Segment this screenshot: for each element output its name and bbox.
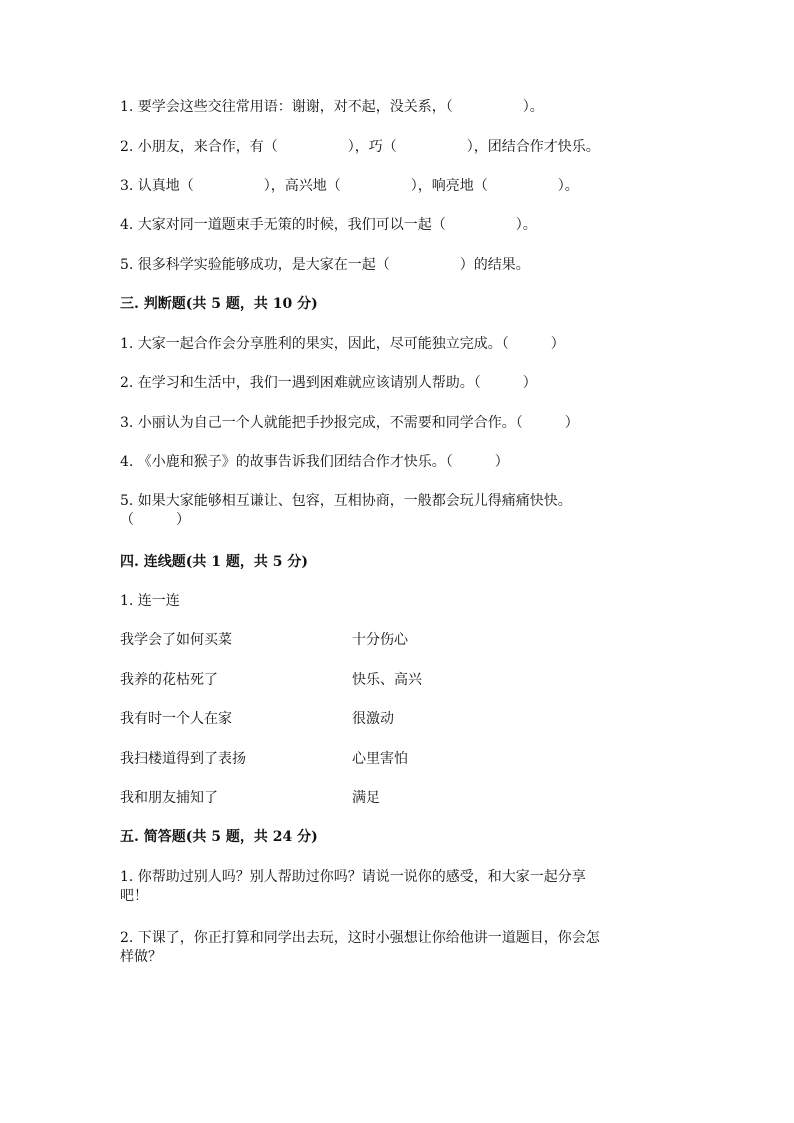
matching-left-item: 我有时一个人在家 bbox=[120, 711, 232, 727]
judge-question-3: 3. 小丽认为自己一个人就能把手抄报完成，不需要和同学合作。（ ） bbox=[120, 415, 579, 431]
matching-right-item: 心里害怕 bbox=[352, 751, 408, 767]
judge-question-5: 5. 如果大家能够相互谦让、包容，互相协商，一般都会玩儿得痛痛快快。 bbox=[120, 493, 572, 509]
short-answer-question-2: 2. 下课了，你正打算和同学出去玩，这时小强想让你给他讲一道题目，你会怎 bbox=[120, 930, 600, 946]
judge-question-1: 1. 大家一起合作会分享胜利的果实，因此，尽可能独立完成。（ ） bbox=[120, 336, 565, 352]
fill-blank-question-1: 1. 要学会这些交往常用语：谢谢，对不起，没关系，（ ）。 bbox=[120, 99, 544, 115]
matching-right-item: 很激动 bbox=[352, 711, 394, 727]
matching-section-heading: 四. 连线题(共 1 题，共 5 分) bbox=[120, 554, 308, 570]
judge-question-4: 4. 《小鹿和猴子》的故事告诉我们团结合作才快乐。（ ） bbox=[120, 454, 509, 470]
judge-question-5-answer-blank: （ ） bbox=[120, 512, 190, 528]
matching-left-item: 我养的花枯死了 bbox=[120, 672, 218, 688]
fill-blank-question-4: 4. 大家对同一道题束手无策的时候，我们可以一起（ ）。 bbox=[120, 217, 537, 233]
short-answer-question-1-cont: 吧！ bbox=[120, 888, 148, 904]
matching-left-item: 我扫楼道得到了表扬 bbox=[120, 751, 246, 767]
short-answer-section-heading: 五. 简答题(共 5 题，共 24 分) bbox=[120, 829, 318, 845]
judge-question-2: 2. 在学习和生活中，我们一遇到困难就应该请别人帮助。（ ） bbox=[120, 375, 537, 391]
matching-right-item: 满足 bbox=[352, 790, 380, 806]
fill-blank-question-5: 5. 很多科学实验能够成功，是大家在一起（ ）的结果。 bbox=[120, 257, 530, 273]
matching-left-item: 我和朋友捕知了 bbox=[120, 790, 218, 806]
matching-left-item: 我学会了如何买菜 bbox=[120, 632, 232, 648]
short-answer-question-1: 1. 你帮助过别人吗？别人帮助过你吗？请说一说你的感受，和大家一起分享 bbox=[120, 869, 586, 885]
fill-blank-question-2: 2. 小朋友，来合作，有（ ），巧（ ），团结合作才快乐。 bbox=[120, 139, 600, 155]
matching-right-item: 快乐、高兴 bbox=[352, 672, 422, 688]
matching-right-item: 十分伤心 bbox=[352, 632, 408, 648]
matching-prompt: 1. 连一连 bbox=[120, 593, 180, 609]
judge-section-heading: 三. 判断题(共 5 题，共 10 分) bbox=[120, 296, 318, 312]
fill-blank-question-3: 3. 认真地（ ），高兴地（ ），响亮地（ ）。 bbox=[120, 178, 579, 194]
short-answer-question-2-cont: 样做？ bbox=[120, 949, 162, 965]
